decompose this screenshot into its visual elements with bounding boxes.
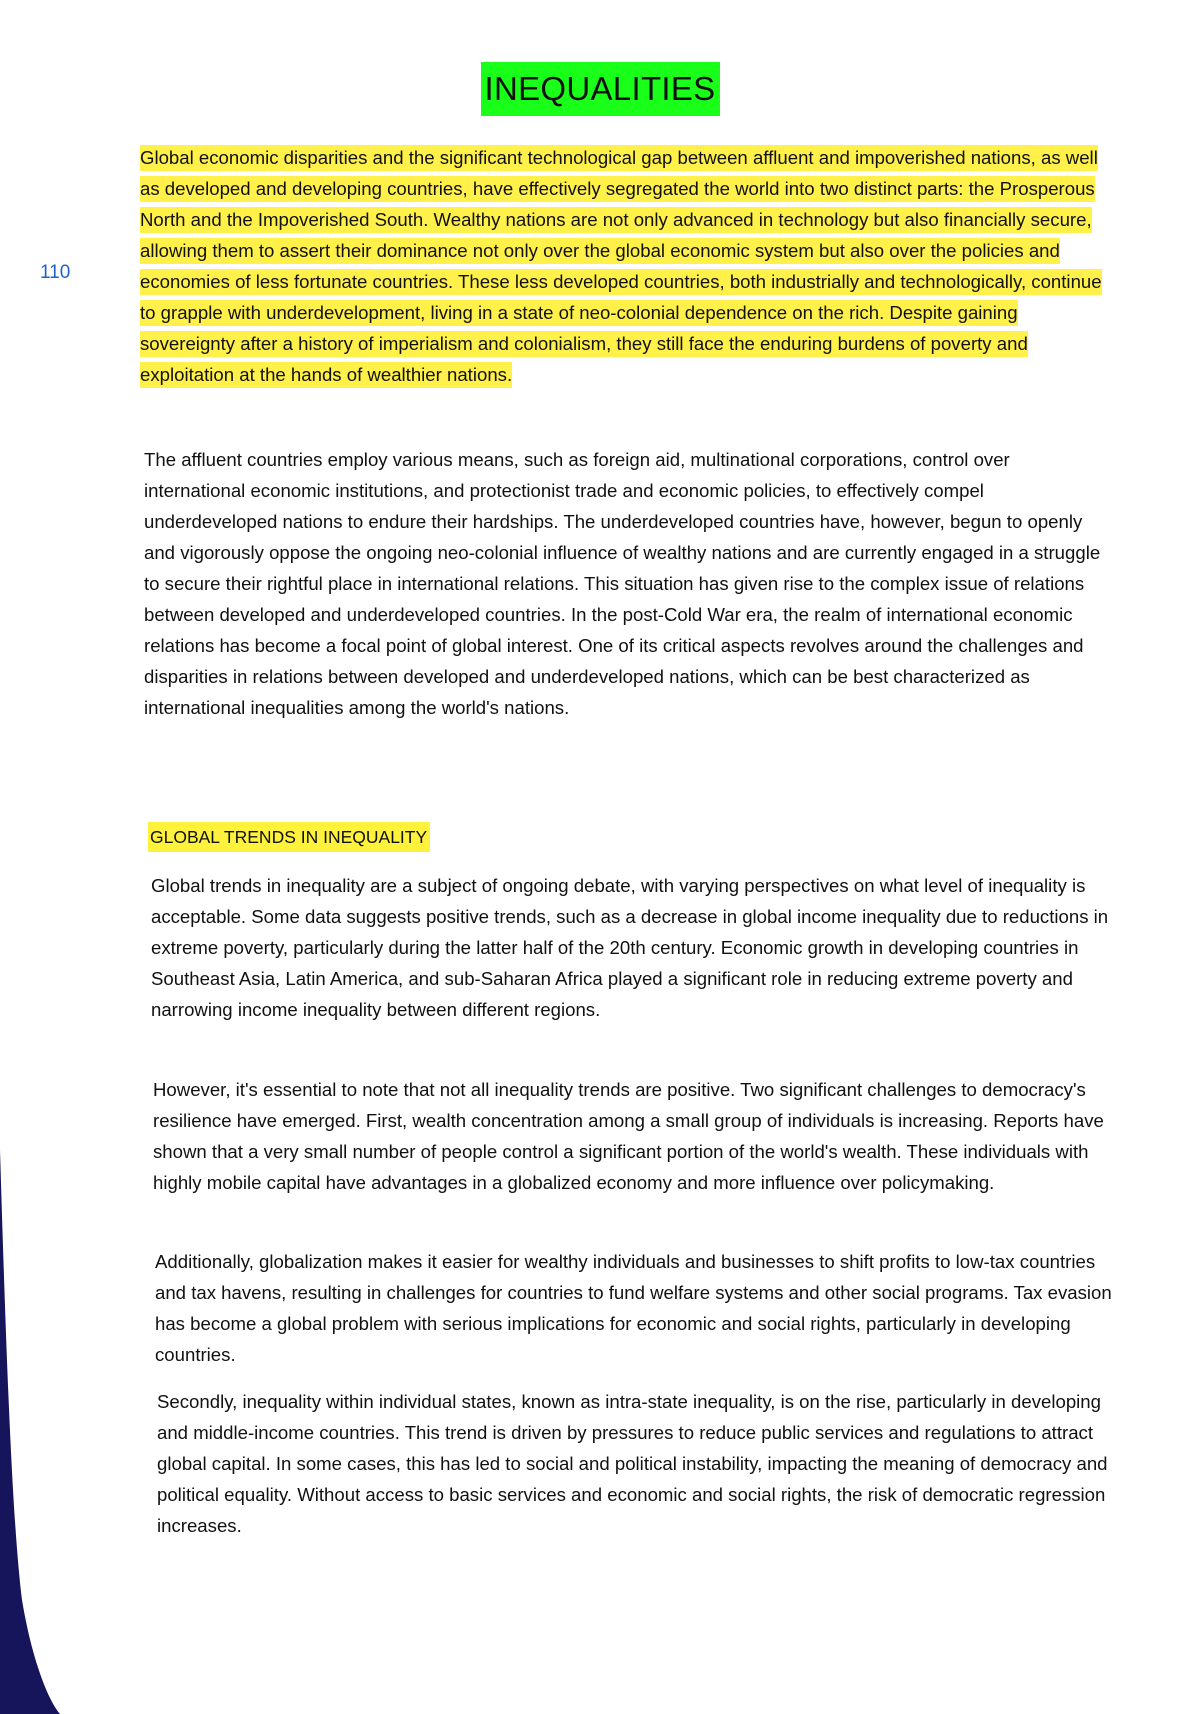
highlighted-intro-text: Global economic disparities and the significant technological gap between affluent and impoverished nations, as well as developed and developing countries, have effectively segregated the world into two distinct parts: the Prosperous North and the Impoverished South. Wealthy nations are not only advanced in technology but also financially secure, allowing them to assert their dominance not only over the global economic system but also over the policies and economies of less fortunate countries. These less developed countries, both industrially and technologically, continue to grapple with underdevelopment, living in a state of neo-colonial dependence on the rich. Despite gaining sovereignty after a history of imperialism and colonialism, they still face the enduring burdens of poverty and exploitation at the hands of wealthier nations. [140,145,1102,388]
body-paragraph-1: The affluent countries employ various means, such as foreign aid, multinational corporations, control over international economic institutions, and protectionist trade and economic policies, to effectively compel underdeveloped nations to endure their hardships. The underdeveloped countries have, however, begun to openly and vigorously oppose the ongoing neo-colonial influence of wealthy nations and are currently engaged in a struggle to secure their rightful place in international relations. This situation has given rise to the complex issue of relations between developed and underdeveloped countries. In the post-Cold War era, the realm of international economic relations has become a focal point of global interest. One of its critical aspects revolves around the challenges and disparities in relations between developed and underdeveloped nations, which can be best characterized as international inequalities among the world's nations. [144,449,1101,718]
section-paragraph-4: Secondly, inequality within individual states, known as intra-state inequality, is on the rise, particularly in developing and middle-income countries. This trend is driven by pressures to reduce public services and regulations to attract global capital. In some cases, this has led to social and political instability, impacting the meaning of democracy and political equality. Without access to basic services and economic and social rights, the risk of democratic regression increases. [157,1391,1108,1536]
section-heading: GLOBAL TRENDS IN INEQUALITY [148,822,430,852]
section-paragraph-1: Global trends in inequality are a subject of ongoing debate, with varying perspectives on what level of inequality is acceptable. Some data suggests positive trends, such as a decrease in global income inequality due to reductions in extreme poverty, particularly during the latter half of the 20th century. Economic growth in developing countries in Southeast Asia, Latin America, and sub-Saharan Africa played a significant role in reducing extreme poverty and narrowing income inequality between different regions. [151,875,1109,1020]
page-number: 110 [40,262,71,283]
title-container [0,62,1200,116]
section-heading-container [148,822,430,852]
section-paragraph-2: However, it's essential to note that not all inequality trends are positive. Two significant challenges to democracy's resilience have emerged. First, wealth concentration among a small group of individuals is increasing. Reports have shown that a very small number of people control a significant portion of the world's wealth. These individuals with highly mobile capital have advantages in a globalized economy and more influence over policymaking. [153,1079,1104,1193]
intro-paragraph [140,142,1110,390]
section-paragraph-3: Additionally, globalization makes it easier for wealthy individuals and businesses to shift profits to low-tax countries and tax havens, resulting in challenges for countries to fund welfare systems and other social programs. Tax evasion has become a global problem with serious implications for economic and social rights, particularly in developing countries. [155,1251,1112,1365]
page-title: INEQUALITIES [481,62,720,116]
page-edge-curl [0,0,60,1714]
